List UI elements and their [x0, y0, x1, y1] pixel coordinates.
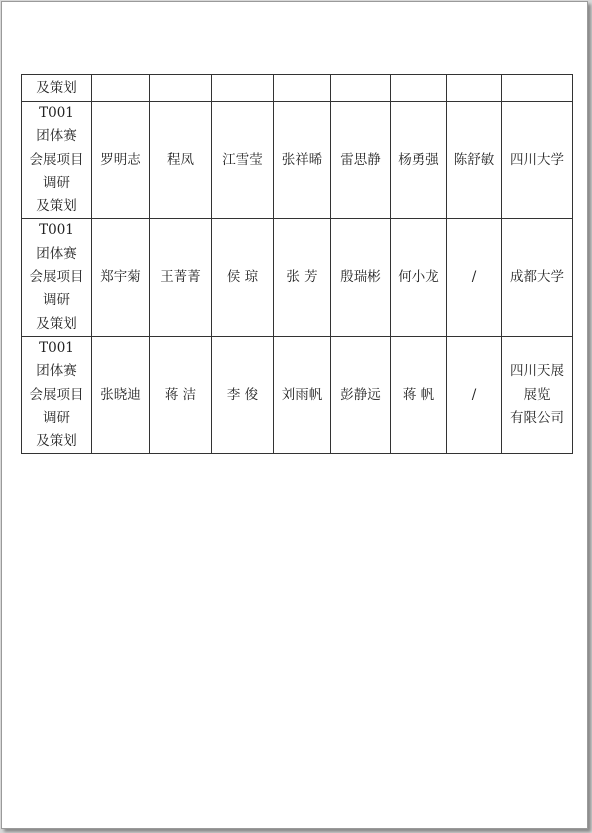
member-cell: 张 芳 — [274, 219, 331, 336]
member-cell: 陈舒敏 — [447, 102, 502, 219]
member-cell: 李 俊 — [212, 336, 274, 453]
member-cell: 蒋 洁 — [150, 336, 212, 453]
project-cell-fragment: 及策划 — [22, 75, 92, 102]
organization-line: 四川天展 — [510, 363, 564, 380]
member-cell: 张祥晞 — [274, 102, 331, 219]
project-line: 团体赛 — [36, 128, 77, 145]
member-cell: / — [447, 336, 502, 453]
project-cell — [22, 219, 92, 336]
table-row — [22, 336, 573, 453]
project-cell — [22, 102, 92, 219]
member-cell: 蒋 帆 — [391, 336, 447, 453]
table-row-continued — [22, 75, 573, 102]
project-code: T001 — [39, 222, 74, 239]
project-code: T001 — [39, 339, 74, 356]
project-line: 调研 — [43, 292, 70, 309]
organization-cell — [502, 336, 573, 453]
member-cell: 郑宇菊 — [92, 219, 150, 336]
empty-cell — [391, 75, 447, 102]
project-cell — [22, 336, 92, 453]
empty-cell — [150, 75, 212, 102]
project-code: T001 — [39, 105, 74, 121]
member-cell: 张晓迪 — [92, 336, 150, 453]
organization-line: 成都大学 — [510, 269, 564, 286]
organization-line: 四川大学 — [510, 151, 564, 168]
project-line: 调研 — [43, 174, 70, 191]
member-cell: 程凤 — [150, 102, 212, 219]
member-cell: / — [447, 219, 502, 336]
table-row — [22, 102, 573, 219]
project-line: 及策划 — [36, 198, 77, 215]
empty-cell — [331, 75, 391, 102]
project-line: 及策划 — [36, 433, 77, 450]
organization-line: 展览 — [523, 386, 551, 403]
empty-cell — [212, 75, 274, 102]
project-line: 会展项目 — [29, 151, 84, 168]
member-cell: 刘雨帆 — [274, 336, 331, 453]
organization-cell — [502, 102, 573, 219]
table-row — [22, 219, 573, 336]
project-line: 及策划 — [36, 315, 77, 332]
member-cell: 雷思静 — [331, 102, 391, 219]
organization-line: 有限公司 — [510, 409, 564, 426]
member-cell: 江雪莹 — [212, 102, 274, 219]
member-cell: 何小龙 — [391, 219, 447, 336]
empty-cell — [274, 75, 331, 102]
project-line: 调研 — [43, 409, 70, 426]
project-line: 团体赛 — [36, 245, 77, 262]
project-line: 团体赛 — [36, 363, 77, 380]
member-cell: 侯 琼 — [212, 219, 274, 336]
organization-cell — [502, 219, 573, 336]
project-line: 会展项目 — [29, 269, 84, 286]
member-cell: 殷瑞彬 — [331, 219, 391, 336]
member-cell: 杨勇强 — [391, 102, 447, 219]
empty-cell — [92, 75, 150, 102]
member-cell: 彭静远 — [331, 336, 391, 453]
project-line: 会展项目 — [29, 386, 84, 403]
empty-cell — [502, 75, 573, 102]
team-roster-table — [21, 74, 573, 454]
member-cell: 王菁菁 — [150, 219, 212, 336]
member-cell: 罗明志 — [92, 102, 150, 219]
empty-cell — [447, 75, 502, 102]
document-page — [1, 1, 588, 829]
